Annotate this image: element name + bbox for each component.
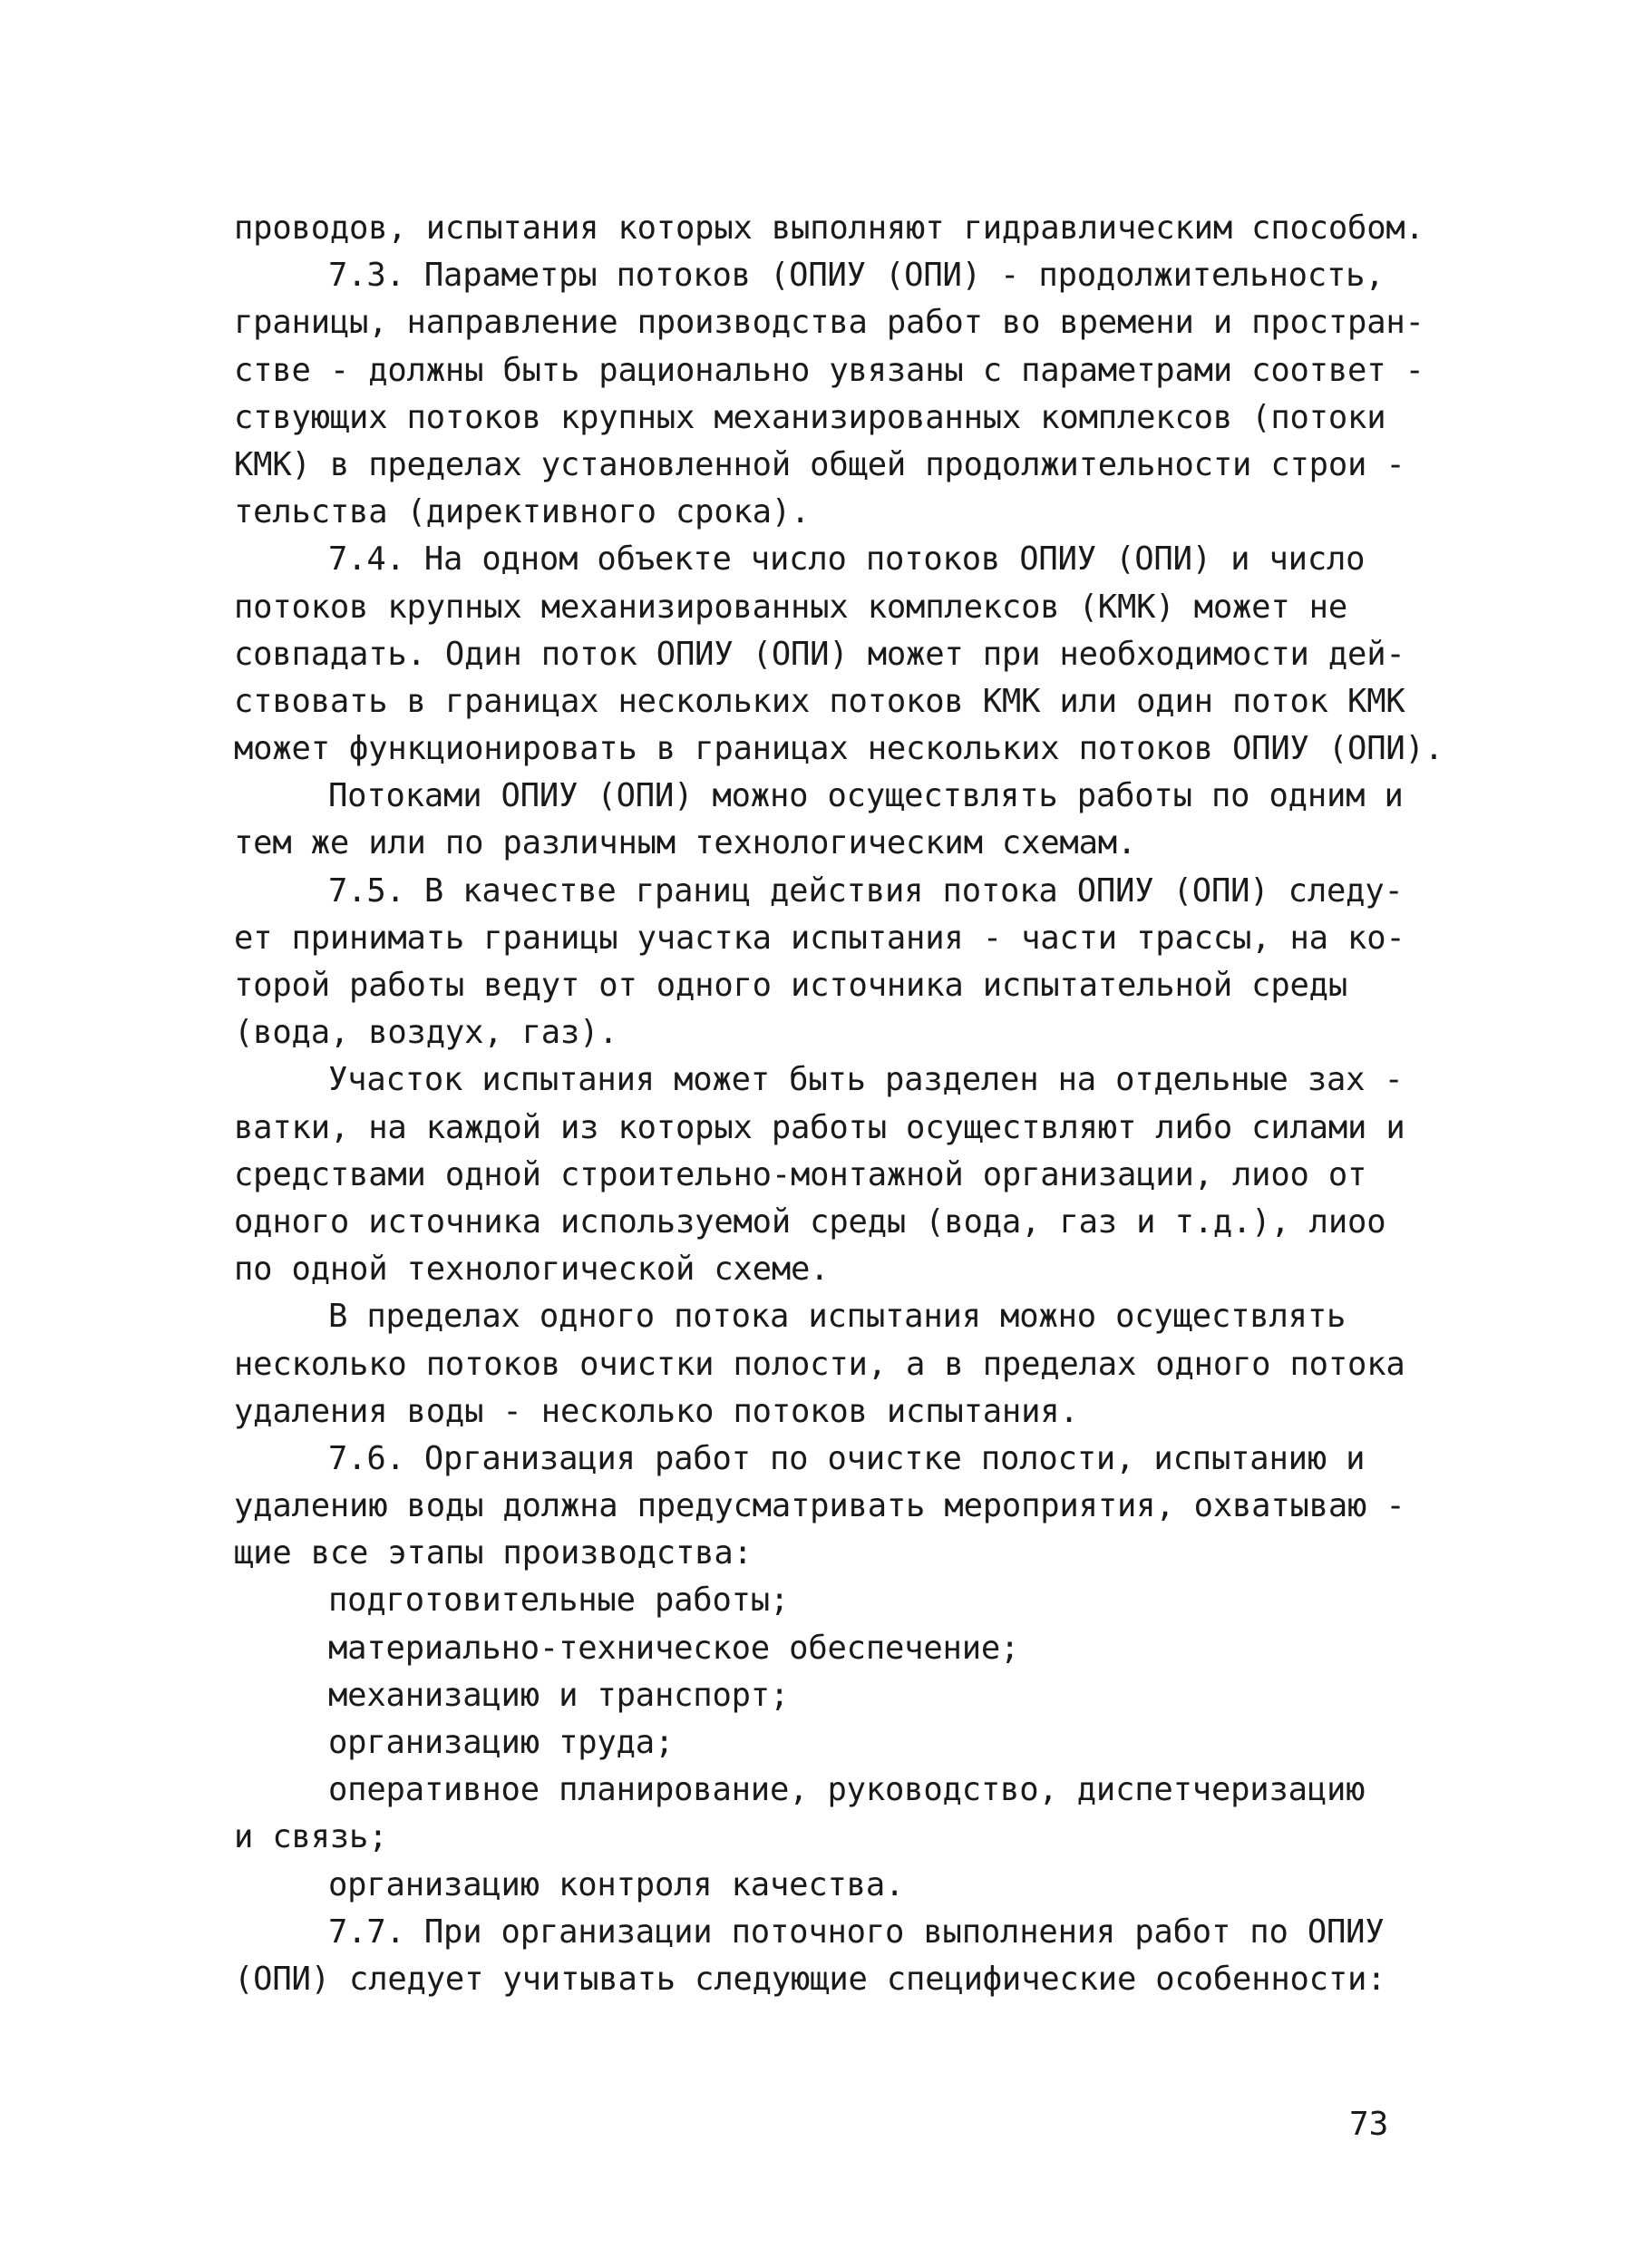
- text-line: (вода, воздух, газ).: [234, 1014, 618, 1052]
- text-line: Потоками ОПИУ (ОПИ) можно осуществлять работы по одним и: [328, 777, 1404, 815]
- text-line: может функционировать в границах нескольких потоков ОПИУ (ОПИ).: [234, 730, 1444, 768]
- page-number: 73: [1349, 2106, 1389, 2143]
- text-line: ватки, на каждой из которых работы осуществляют либо силами и: [234, 1108, 1405, 1146]
- text-line: стве - должны быть рационально увязаны с параметрами соответ -: [234, 351, 1424, 389]
- text-line: несколько потоков очистки полости, а в пределах одного потока: [234, 1345, 1405, 1383]
- text-line: по одной технологической схеме.: [234, 1251, 830, 1289]
- text-line: щие все этапы производства:: [234, 1534, 753, 1572]
- text-line: ет принимать границы участка испытания - части трассы, на ко-: [234, 919, 1405, 957]
- text-line: 7.3. Параметры потоков (ОПИУ (ОПИ) - продолжительность,: [328, 257, 1385, 295]
- text-line: границы, направление производства работ во времени и простран-: [234, 304, 1424, 342]
- text-line: совпадать. Один поток ОПИУ (ОПИ) может при необходимости дей-: [234, 635, 1405, 673]
- text-line: тем же или по различным технологическим схемам.: [234, 824, 1137, 862]
- text-line: средствами одной строительно-монтажной организации, лиоо от: [234, 1155, 1367, 1193]
- text-line: и связь;: [234, 1818, 388, 1856]
- text-line: 7.5. В качестве границ действия потока ОПИУ (ОПИ) следу-: [328, 871, 1404, 910]
- text-line: 7.7. При организации поточного выполнения работ по ОПИУ: [328, 1913, 1385, 1951]
- text-line: оперативное планирование, руководство, диспетчеризацию: [328, 1771, 1366, 1809]
- text-line: материально-техническое обеспечение;: [328, 1629, 1020, 1667]
- text-line: удаления воды - несколько потоков испытания.: [234, 1392, 1079, 1430]
- text-line: В пределах одного потока испытания можно осуществлять: [328, 1298, 1346, 1336]
- text-line: тельства (директивного срока).: [234, 493, 811, 531]
- text-line: организацию контроля качества.: [328, 1865, 905, 1903]
- text-line: удалению воды должна предусматривать мероприятия, охватываю -: [234, 1487, 1405, 1525]
- text-line: одного источника используемой среды (вода, газ и т.д.), лиоо: [234, 1202, 1386, 1241]
- text-line: организацию труда;: [328, 1724, 675, 1761]
- text-line: ствующих потоков крупных механизированных комплексов (потоки: [234, 398, 1386, 436]
- text-line: КМК) в пределах установленной общей продолжительности строи -: [234, 445, 1405, 483]
- text-line: торой работы ведут от одного источника испытательной среды: [234, 967, 1348, 1004]
- text-line: проводов, испытания которых выполняют гидравлическим способом.: [234, 209, 1424, 247]
- text-line: 7.6. Организация работ по очистке полости, испытанию и: [328, 1439, 1366, 1477]
- text-line: потоков крупных механизированных комплексов (КМК) может не: [234, 588, 1348, 626]
- text-line: механизацию и транспорт;: [328, 1676, 790, 1714]
- text-line: ствовать в границах нескольких потоков КМК или один поток КМК: [234, 682, 1405, 720]
- body-text: [234, 205, 1449, 2003]
- text-line: (ОПИ) следует учитывать следующие специфические особенности:: [234, 1960, 1386, 1998]
- text-line: Участок испытания может быть разделен на отдельные зах -: [328, 1061, 1404, 1099]
- text-line: 7.4. На одном объекте число потоков ОПИУ (ОПИ) и число: [328, 540, 1366, 579]
- text-line: подготовительные работы;: [328, 1582, 790, 1620]
